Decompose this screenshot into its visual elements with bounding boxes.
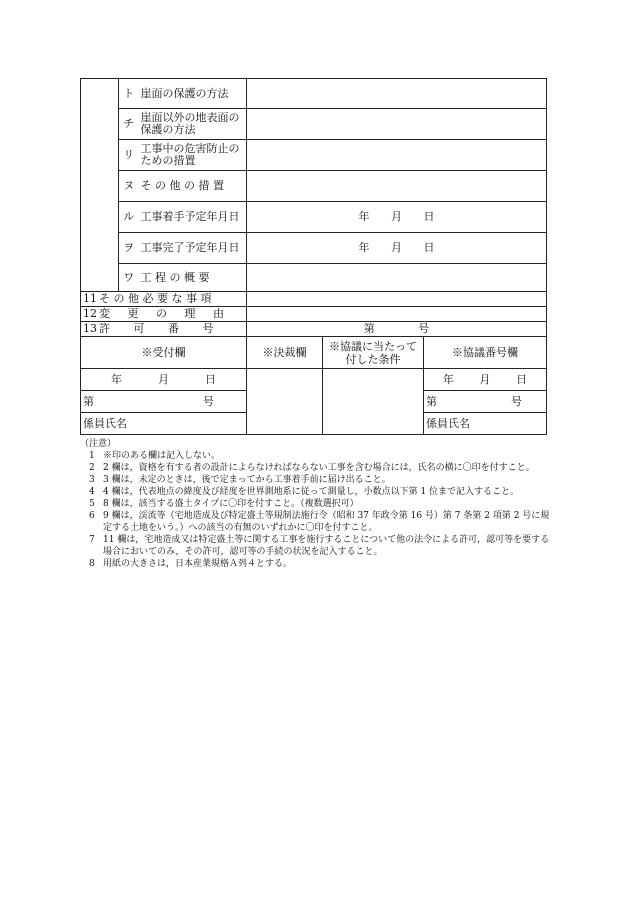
notes-title: （注意） [80, 439, 117, 449]
row-to [81, 79, 547, 109]
note-text: 3 欄は，未定のときは，後で定まってから工事着手前に届け出ること。 [103, 475, 391, 485]
office-header-row [81, 337, 547, 369]
text-13: 許 可 番 号 [99, 322, 214, 335]
form-table [80, 78, 547, 435]
day-label: 日 [516, 372, 528, 386]
note-item [80, 498, 550, 510]
note-number: 5 [89, 499, 95, 509]
reception-header: ※受付欄 [81, 337, 247, 369]
note-number: 6 [89, 511, 95, 521]
kana-wo: ヲ [119, 233, 139, 264]
label-wa: 工 程 の 概 要 [139, 264, 247, 292]
note-item [80, 474, 550, 486]
reception-staff-label: 係員氏名 [83, 416, 127, 430]
note-number: 3 [89, 475, 95, 485]
kana-wa: ワ [119, 264, 139, 292]
day-label: 日 [423, 210, 435, 223]
note-text: 2 欄は，資格を有する者の設計によらなければならない工事を含む場合には，氏名の横に〇印を付すこと。 [103, 463, 535, 473]
month-label: 月 [391, 210, 403, 223]
conditions-header [323, 337, 424, 369]
month-label: 月 [158, 372, 169, 386]
year-label: 年 [358, 241, 370, 254]
row-wo [81, 233, 547, 264]
kana-ri: リ [119, 140, 139, 171]
note-number: 7 [89, 535, 95, 545]
label-11 [81, 292, 247, 307]
conditions-area[interactable] [323, 369, 424, 435]
consult-date[interactable] [424, 369, 547, 391]
value-nu[interactable] [247, 171, 547, 202]
value-wo-date[interactable] [247, 233, 547, 264]
note-number: 4 [89, 487, 95, 497]
reception-staff[interactable] [81, 413, 247, 435]
decision-area[interactable] [247, 369, 323, 435]
row-11 [81, 292, 547, 307]
num-11: 11 [83, 292, 97, 305]
note-item [80, 450, 550, 462]
note-number: 8 [89, 559, 95, 569]
reception-dai: 第 [83, 394, 94, 408]
text-12: 変 更 の 理 由 [99, 307, 224, 320]
note-text: 4 欄は，代表地点の緯度及び経度を世界測地系に従って測量し，小数点以下第 1 位まで記入すること。 [103, 487, 520, 497]
conditions-header-line1: ※協議に当たって [329, 339, 417, 353]
month-label: 月 [479, 372, 491, 386]
kana-nu: ヌ [119, 171, 139, 202]
reception-date[interactable] [81, 369, 247, 391]
consult-number-header: ※協議番号欄 [424, 337, 547, 369]
value-12[interactable] [247, 307, 547, 322]
reception-number[interactable] [81, 391, 247, 413]
value-11[interactable] [247, 292, 547, 307]
note-number: 1 [89, 451, 95, 461]
consult-staff-label: 係員氏名 [426, 416, 470, 430]
note-text: ※印のある欄は記入しない。 [103, 451, 221, 461]
note-item [80, 462, 550, 474]
day-label: 日 [423, 241, 435, 254]
note-item [80, 510, 550, 534]
value-chi[interactable] [247, 109, 547, 140]
year-label: 年 [358, 210, 370, 223]
row-chi [81, 109, 547, 140]
row-ru [81, 202, 547, 233]
note-item [80, 486, 550, 498]
year-label: 年 [442, 372, 454, 386]
row-ri [81, 140, 547, 171]
value-ri[interactable] [247, 140, 547, 171]
consult-dai: 第 [426, 394, 437, 408]
value-wa[interactable] [247, 264, 547, 292]
note-item [80, 534, 550, 558]
note-text: 9 欄は，渓流等（宅地造成及び特定盛土等規制法施行令（昭和 37 年政令第 16 号）第 7 条第 2 項第 2 号に規定する土地をいう。）への該当の有無のいずれかに〇印を付すこと。 [103, 511, 550, 533]
permit-dai: 第 [363, 322, 375, 335]
office-date-row [81, 369, 547, 391]
consult-number[interactable] [424, 391, 547, 413]
conditions-header-line2: 付した条件 [345, 352, 401, 366]
label-nu: そ の 他 の 措 置 [139, 171, 247, 202]
value-ru-date[interactable] [247, 202, 547, 233]
value-13[interactable] [247, 322, 547, 337]
label-wo: 工事完了予定年月日 [139, 233, 247, 264]
note-text: 用紙の大きさは，日本産業規格Ａ列４とする。 [103, 559, 293, 569]
blank-margin-cell [81, 79, 119, 292]
note-text: 8 欄は，該当する盛土タイプに〇印を付すこと。（複数選択可） [103, 499, 359, 509]
num-12: 12 [83, 307, 97, 320]
row-13 [81, 322, 547, 337]
label-12 [81, 307, 247, 322]
num-13: 13 [83, 322, 97, 335]
reception-go: 号 [203, 394, 214, 408]
day-label: 日 [205, 372, 216, 386]
label-13 [81, 322, 247, 337]
label-chi: 崖面以外の地表面の保護の方法 [139, 109, 247, 140]
kana-chi: チ [119, 109, 139, 140]
value-to[interactable] [247, 79, 547, 109]
label-ru: 工事着手予定年月日 [139, 202, 247, 233]
label-to: 崖面の保護の方法 [139, 79, 247, 109]
consult-go: 号 [511, 394, 523, 408]
note-number: 2 [89, 463, 95, 473]
row-nu [81, 171, 547, 202]
label-ri: 工事中の危害防止のための措置 [139, 140, 247, 171]
kana-ru: ル [119, 202, 139, 233]
consult-staff[interactable] [424, 413, 547, 435]
note-text: 11 欄は，宅地造成又は特定盛土等に関する工事を施行することについて他の法令による許可，認可等を要する場合においてのみ，その許可，認可等の手続の状況を記入すること。 [103, 535, 550, 557]
notes-section [80, 438, 550, 570]
row-wa [81, 264, 547, 292]
row-12 [81, 307, 547, 322]
note-item [80, 558, 550, 570]
text-11: そ の 他 必 要 な 事 項 [99, 292, 212, 305]
kana-to: ト [119, 79, 139, 109]
month-label: 月 [391, 241, 403, 254]
year-label: 年 [111, 372, 122, 386]
permit-go: 号 [418, 322, 430, 335]
decision-header: ※決裁欄 [247, 337, 323, 369]
